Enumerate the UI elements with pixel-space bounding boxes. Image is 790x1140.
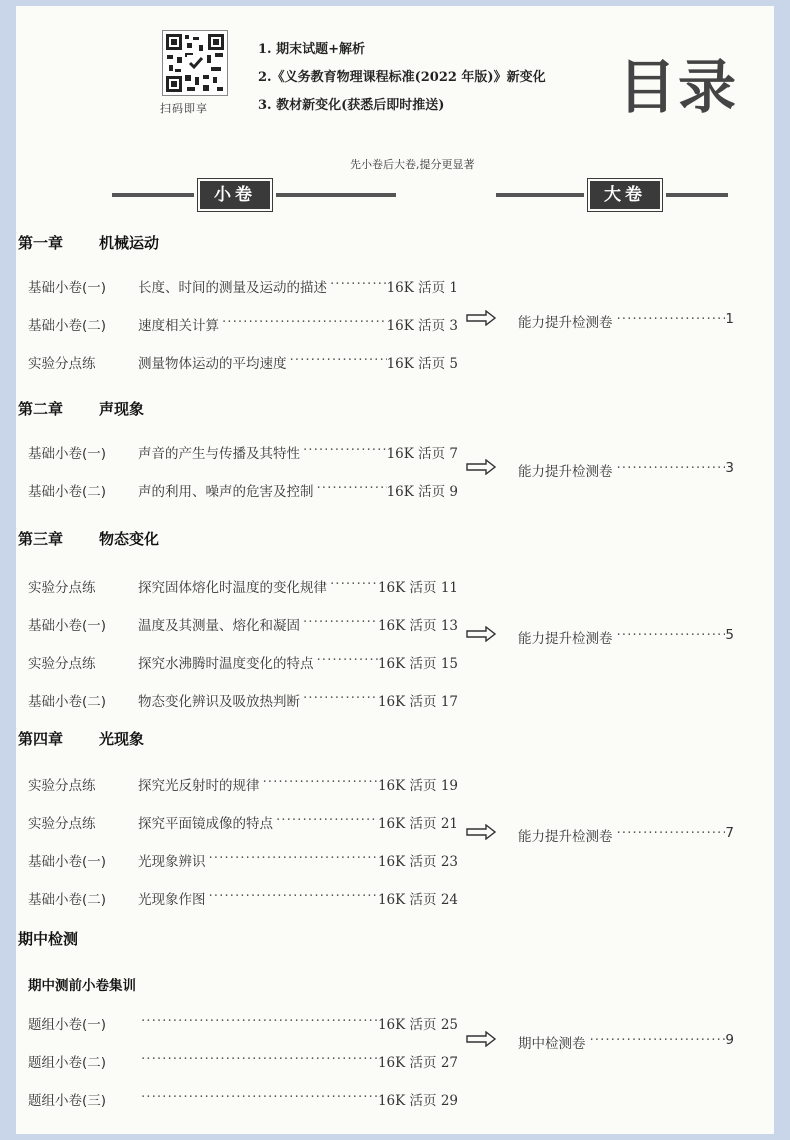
toc-entry[interactable]: 题组小卷(三) ····· 16K 活页 29: [28, 1089, 458, 1109]
toc-entry[interactable]: 基础小卷(一) 光现象辨识 ····· 16K 活页 23: [28, 850, 458, 870]
toc-entry[interactable]: 实验分点练 探究水沸腾时温度变化的特点 ····· 16K 活页 15: [28, 652, 458, 672]
page-title: 目录: [618, 53, 739, 121]
arrow-right-icon: [466, 459, 496, 475]
arrow-right-icon: [466, 310, 496, 326]
toc-entry[interactable]: 基础小卷(二) 物态变化辨识及吸放热判断 ····· 16K 活页 17: [28, 690, 458, 710]
arrow-right-icon: [466, 824, 496, 840]
toc-page: [16, 6, 774, 1134]
banner-small: [112, 180, 396, 210]
toc-entry[interactable]: 题组小卷(一) ····· 16K 活页 25: [28, 1013, 458, 1033]
toc-entry[interactable]: 基础小卷(一) 长度、时间的测量及运动的描述 ····· 16K 活页 1: [28, 276, 458, 296]
tagline: 先小卷后大卷,提分更显著: [350, 158, 475, 171]
test-entry[interactable]: 能力提升检测卷 ····· 5: [518, 627, 734, 647]
toc-entry[interactable]: 基础小卷(二) 光现象作图 ····· 16K 活页 24: [28, 888, 458, 908]
test-entry[interactable]: 能力提升检测卷 ····· 7: [518, 825, 734, 845]
promo-item: 2.《义务教育物理课程标准(2022 年版)》新变化: [258, 70, 546, 85]
chapter-heading: 第四章 光现象: [18, 730, 145, 748]
toc-entry[interactable]: 基础小卷(二) 速度相关计算 ····· 16K 活页 3: [28, 314, 458, 334]
chapter-heading: 第三章 物态变化: [18, 530, 160, 548]
midterm-heading: 期中检测: [18, 930, 79, 948]
test-entry[interactable]: 能力提升检测卷 ····· 1: [518, 311, 734, 331]
qr-label: 扫码即享: [160, 102, 208, 115]
toc-entry[interactable]: 基础小卷(一) 声音的产生与传播及其特性 ····· 16K 活页 7: [28, 442, 458, 462]
chapter-heading: 第一章 机械运动: [18, 234, 160, 252]
promo-item: 3. 教材新变化(获悉后即时推送): [258, 98, 445, 113]
toc-entry[interactable]: 实验分点练 测量物体运动的平均速度 ····· 16K 活页 5: [28, 352, 458, 372]
banner-large-label: 大卷: [588, 179, 662, 211]
toc-entry[interactable]: 实验分点练 探究光反射时的规律 ····· 16K 活页 19: [28, 774, 458, 794]
midterm-subtitle: 期中测前小卷集训: [28, 978, 136, 994]
banner-small-label: 小卷: [198, 179, 272, 211]
toc-entry[interactable]: 实验分点练 探究固体熔化时温度的变化规律 ····· 16K 活页 11: [28, 576, 458, 596]
test-entry[interactable]: 期中检测卷 ····· 9: [518, 1032, 734, 1052]
qr-code-icon[interactable]: [162, 30, 228, 96]
test-entry[interactable]: 能力提升检测卷 ····· 3: [518, 460, 734, 480]
arrow-right-icon: [466, 1031, 496, 1047]
arrow-right-icon: [466, 626, 496, 642]
promo-item: 1. 期末试题+解析: [258, 42, 365, 57]
banner-large: [496, 180, 728, 210]
toc-entry[interactable]: 题组小卷(二) ····· 16K 活页 27: [28, 1051, 458, 1071]
toc-entry[interactable]: 基础小卷(二) 声的利用、噪声的危害及控制 ····· 16K 活页 9: [28, 480, 458, 500]
toc-entry[interactable]: 基础小卷(一) 温度及其测量、熔化和凝固 ····· 16K 活页 13: [28, 614, 458, 634]
chapter-heading: 第二章 声现象: [18, 400, 145, 418]
toc-entry[interactable]: 实验分点练 探究平面镜成像的特点 ····· 16K 活页 21: [28, 812, 458, 832]
